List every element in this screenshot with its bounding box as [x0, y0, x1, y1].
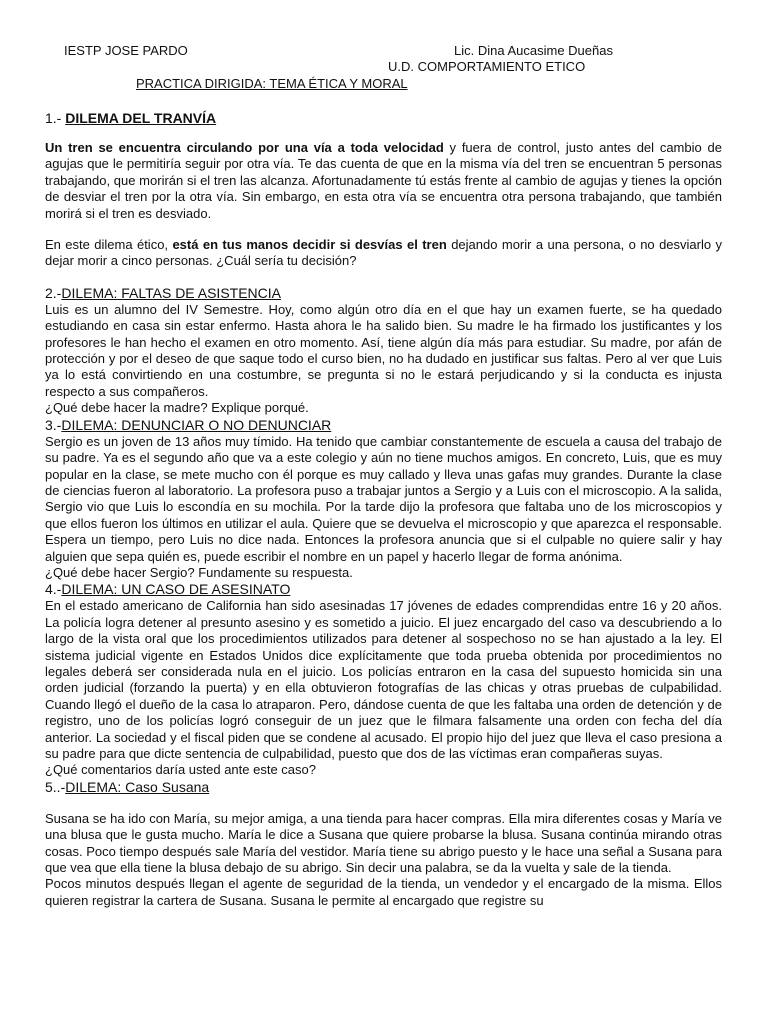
section-1-p1-bold: Un tren se encuentra circulando por una vía a toda velocidad: [45, 140, 444, 155]
section-2-heading: [45, 285, 722, 302]
section-1-p2-start: En este dilema ético,: [45, 237, 173, 253]
section-2-question: ¿Qué debe hacer la madre? Explique porqué.: [45, 400, 309, 416]
section-4-body: En el estado americano de California han sido asesinadas 17 jóvenes de edades comprendidas entre 16 y 20 años. La policía logra detener al presunto asesino y es sometido a juicio. El juez encargado del caso va descubriendo a lo largo de la vista oral que los procedimientos utilizados para detener al sospechoso no se han ajustado a la ley. El sistema judicial vigente en Estados Unidos dice explícitamente que toda prueba obtenida por procedimientos no legales deberá ser considerada nula en el juicio. Los policías entraron en la casa del supuesto homicida sin una orden judicial (forzando la puerta) y en ella obtuvieron fotografías de las chicas y otras pruebas de culpabilidad. Cuando llegó el dueño de la casa lo atraparon. Pero, dándose cuenta de que les faltaba una orden de detención y de registro, uno de los policías logró conseguir de un juez que le filmara falsamente una orden con fecha del día anterior. La sociedad y el fiscal piden que se condene al acusado. El propio hijo del juez que lleva el caso presiona a su padre para que dicte sentencia de culpabilidad, puesto que dos de las víctimas eran compañeras suyas.: [45, 598, 722, 761]
section-3-title: DILEMA: DENUNCIAR O NO DENUNCIAR: [61, 416, 332, 433]
section-5-heading: [45, 779, 722, 796]
section-2-title: DILEMA: FALTAS DE ASISTENCIA: [61, 284, 281, 301]
section-1-p2-bold: está en tus manos decidir si desvías el tren: [172, 237, 447, 253]
section-5-title: DILEMA: Caso Susana: [65, 778, 210, 795]
section-1-paragraph-1: [45, 140, 722, 222]
section-3-body: Sergio es un joven de 13 años muy tímido. Ha tenido que cambiar constantemente de escuela a causa del trabajo de su padre. Ya es el segundo año que va a este colegio y aún no tiene muchos amigos. En concreto, Luis, que es muy popular en la clase, se mete mucho con él porque es muy callado y lleva unas gafas muy grandes. Durante la clase de ciencias fueron al laboratorio. La profesora puso a trabajar juntos a Sergio y a Luis con el microscopio. A la salida, Sergio vio que Luis lo escondía en su mochila. Por la tarde dijo la profesora que faltaba uno de los microscopios y que ellos fueron los últimos en utilizar el aula. Quiere que se devuelva el microscopio y que aparezca el responsable. Espera un tiempo, pero Luis no dice nada. Entonces la profesora anuncia que si el culpable no quiere salir y hay alguien que sepa quién es, puede escribir el nombre en un papel y hacerlo llegar de forma anónima.: [45, 433, 722, 564]
section-4-question: ¿Qué comentarios daría usted ante este caso?: [45, 762, 316, 778]
section-5-paragraph-1: Susana se ha ido con María, su mejor amiga, a una tienda para hacer compras. Ella mira diferentes cosas y María ve una blusa que le gusta mucho. María le dice a Susana que quiere probarse la blusa. Susana continúa mirando otras cosas. Poco tiempo después sale María del vestidor. María tiene su abrigo puesto y le hace una señal a Susana para que vea que ella tiene la blusa debajo de su abrigo. Sin decir una palabra, se da la vuelta y sale de la tienda.: [45, 810, 722, 876]
section-4-title: DILEMA: UN CASO DE ASESINATO: [61, 581, 291, 598]
section-3-heading: [45, 417, 722, 434]
document-body: [45, 110, 722, 909]
section-4-number: 4.-: [45, 581, 62, 598]
section-2-number: 2.-: [45, 284, 62, 301]
section-1-heading: [45, 110, 722, 127]
section-5-number: 5..-: [45, 778, 66, 795]
section-3-question: ¿Qué debe hacer Sergio? Fundamente su respuesta.: [45, 564, 353, 580]
section-1-p1-text: y fuera de control, justo antes del cambio de agujas que le permitiría seguir por otra vía. Te das cuenta de que en la misma vía del tren se encuentran 5 personas trabajando, que morirán si el tren las alcanza. Afortunadamente tú estás frente al cambio de agujas y tienes la opción de desviar el tren por la otra vía. Sin embargo, en esta otra vía se encuentra otra persona trabajando, que también morirá si el tren es desviado.: [45, 140, 722, 221]
document-title: PRACTICA DIRIGIDA: TEMA ÉTICA Y MORAL: [136, 76, 408, 91]
section-1-title: DILEMA DEL TRANVÍA: [65, 110, 217, 126]
section-5-paragraph-2: Pocos minutos después llegan el agente de seguridad de la tienda, un vendedor y el encargado de la misma. Ellos quieren registrar la cartera de Susana. Susana le permite al encargado que registre su: [45, 876, 722, 908]
institute-name: IESTP JOSE PARDO: [64, 43, 188, 58]
section-1-paragraph-2: [45, 237, 722, 270]
section-3-number: 3.-: [45, 416, 62, 433]
section-4-heading: [45, 581, 722, 598]
teacher-name: Lic. Dina Aucasime Dueñas: [454, 43, 613, 58]
section-1-p2-text: dejando morir a una persona, o no desviarlo y dejar morir a cinco personas. ¿Cuál sería tu decisión?: [45, 237, 722, 269]
section-1-number: 1.-: [45, 110, 66, 126]
section-2-body: Luis es un alumno del IV Semestre. Hoy, como algún otro día en el que hay un examen fuerte, se ha quedado estudiando en casa sin estar enfermo. Hasta ahora le ha salido bien. Su madre le ha firmado los justificantes y los profesores le han hecho el examen en otro momento. Así, tiene algún día más para estudiar. Su madre, por afán de protección y por el deseo de que saque todo el curso bien, no ha dudado en justificar sus faltas. Pero al ver que Luis ya lo está convirtiendo en una costumbre, se pregunta si no le estará perjudicando y si la conducta es injusta respecto a sus compañeros.: [45, 301, 722, 399]
course-unit: U.D. COMPORTAMIENTO ETICO: [388, 59, 586, 74]
